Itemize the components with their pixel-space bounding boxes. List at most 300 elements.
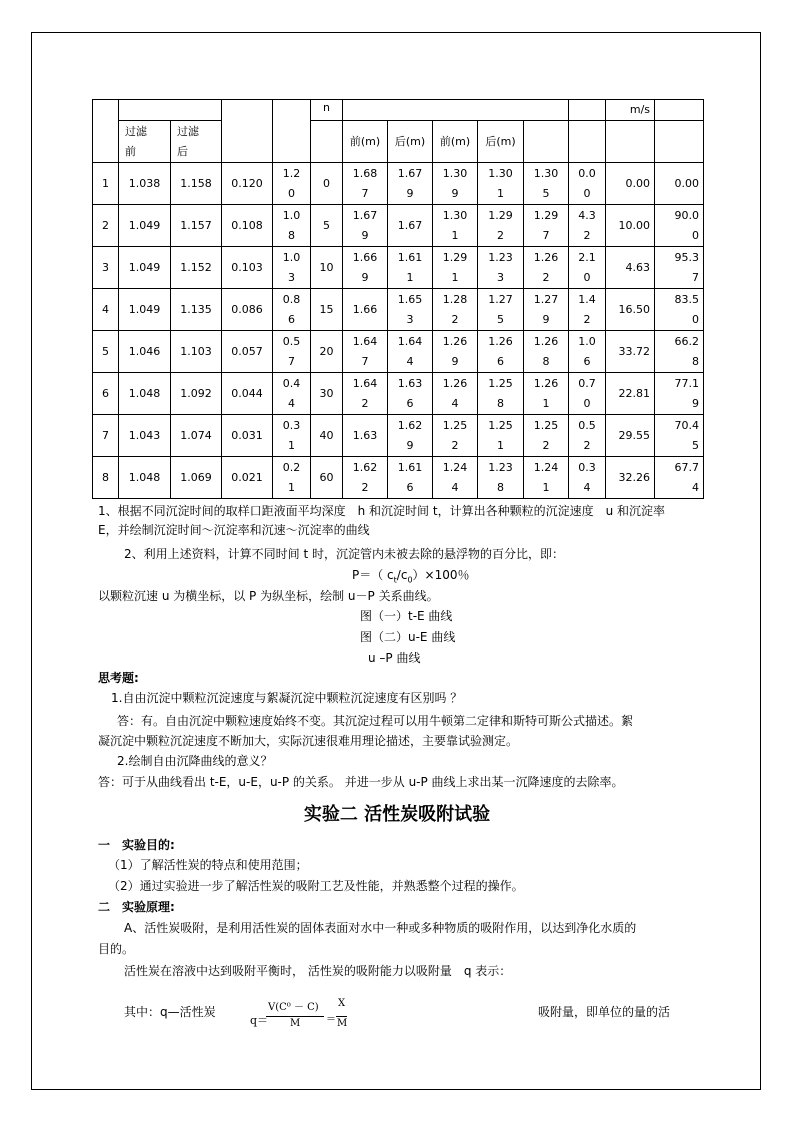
- avg-depth-line-2: 7: [542, 228, 550, 242]
- conc-before: 1.046: [119, 331, 171, 373]
- conc-diff: 0.120: [222, 163, 273, 205]
- think-title: 思考题:: [98, 671, 139, 685]
- question-1: 1.自由沉淀中颗粒沉淀速度与絮凝沉淀中颗粒沉淀速度有区别吗 ？: [111, 691, 463, 705]
- header-cell: [273, 100, 311, 163]
- depth-after-1: [388, 247, 433, 289]
- removal-cell: [655, 205, 704, 247]
- header-after-filter: [171, 121, 222, 163]
- conc-after: 1.069: [171, 457, 222, 499]
- depth-before-1-line-2: 2: [361, 480, 369, 494]
- depth-before-2: [433, 289, 478, 331]
- velocity-cell-line-1: 2.1: [578, 250, 596, 264]
- depth-after-2-line-2: 2: [497, 228, 504, 242]
- depth-before-1: [343, 373, 388, 415]
- time-cell: 30: [311, 373, 343, 415]
- depth-after-2-line-1: 1.23: [488, 460, 513, 474]
- question-2: 2.绘制自由沉降曲线的意义？: [117, 754, 273, 768]
- table-row: [93, 163, 704, 205]
- header-cell: [655, 100, 704, 121]
- section-1-item-2: （2）通过实验进一步了解活性炭的吸附工艺及性能，并熟悉整个过程的操作。: [108, 879, 524, 893]
- depth-before-1-line-1: 1.62: [352, 460, 378, 474]
- removal-line-1: 83.5: [674, 292, 700, 306]
- depth-after-1: [388, 373, 433, 415]
- section-2-para-3: 其中：q—活性炭: [124, 1005, 216, 1019]
- depth-before-1-line-2: 9: [361, 270, 369, 284]
- header-cell: [119, 100, 222, 121]
- ratio-cell: [273, 289, 311, 331]
- depth-before-2-line-1: 1.26: [442, 376, 468, 390]
- avg-depth-line-1: 1.25: [533, 418, 559, 432]
- removal-line-1: 90.0: [674, 208, 700, 222]
- table-row: [93, 247, 704, 289]
- removal-cell: [655, 373, 704, 415]
- rate-cell: 32.26: [606, 457, 655, 499]
- depth-after-1-line-2: 6: [406, 396, 414, 410]
- depth-before-2-line-2: 4: [451, 480, 459, 494]
- removal-cell: [655, 457, 704, 499]
- depth-after-1-line-2: 6: [406, 480, 414, 494]
- conc-after: 1.092: [171, 373, 222, 415]
- sedimentation-data-table: [92, 99, 704, 499]
- ratio-cell-line-1: 0.3: [282, 418, 301, 432]
- ratio-cell-line-2: 8: [288, 228, 295, 242]
- depth-after-1-line-2: 4: [406, 354, 414, 368]
- ratio-cell-line-2: 7: [288, 354, 295, 368]
- removal-line-2: 7: [692, 270, 700, 284]
- depth-after-2-line-2: 8: [497, 480, 504, 494]
- header-b1: 前(m): [343, 121, 388, 163]
- ratio-cell: [273, 457, 311, 499]
- depth-after-2-line-1: 1.23: [488, 250, 513, 264]
- eq-q: q＝: [250, 1014, 269, 1027]
- answer-2: 答：可于从曲线看出 t-E，u-E，u-P 的关系。 并进一步从 u-P 曲线上求出某一沉降速度的去除率。: [98, 775, 624, 789]
- ratio-cell: [273, 205, 311, 247]
- header-cell: [524, 121, 569, 163]
- depth-after-2: [478, 205, 524, 247]
- depth-before-1: [343, 457, 388, 499]
- depth-before-1: [343, 163, 388, 205]
- depth-before-2-line-2: 4: [451, 396, 459, 410]
- velocity-cell-line-1: 0.7: [578, 376, 596, 390]
- conc-after: 1.158: [171, 163, 222, 205]
- avg-depth-line-2: 2: [542, 270, 550, 284]
- velocity-cell-line-2: 4: [583, 480, 591, 494]
- time-cell: 0: [311, 163, 343, 205]
- removal-cell: [655, 289, 704, 331]
- avg-depth-line-1: 1.26: [533, 250, 559, 264]
- velocity-cell-line-2: 0: [583, 396, 591, 410]
- time-cell: 10: [311, 247, 343, 289]
- ratio-cell: [273, 247, 311, 289]
- time-cell: 5: [311, 205, 343, 247]
- ratio-cell: [273, 373, 311, 415]
- table-row: [93, 457, 704, 499]
- time-cell: 20: [311, 331, 343, 373]
- header-b2: 前(m): [433, 121, 478, 163]
- rate-cell: 29.55: [606, 415, 655, 457]
- depth-after-2-line-2: 5: [497, 312, 504, 326]
- conc-diff: 0.057: [222, 331, 273, 373]
- ratio-cell-line-1: 0.8: [282, 292, 301, 306]
- avg-depth-line-1: 1.30: [533, 166, 559, 180]
- conc-before: 1.049: [119, 289, 171, 331]
- ratio-cell-line-2: 3: [288, 270, 295, 284]
- velocity-cell-line-1: 1.4: [578, 292, 596, 306]
- depth-after-1-line-2: 3: [406, 312, 414, 326]
- figure-2-caption: 图（二）u-E 曲线: [360, 630, 456, 644]
- table-header-row-1: [93, 100, 704, 121]
- row-number: 4: [93, 289, 119, 331]
- depth-before-2-line-2: 1: [451, 270, 459, 284]
- eq-denominator-2: M: [337, 1018, 348, 1029]
- row-number: 5: [93, 331, 119, 373]
- table-body: [93, 163, 704, 499]
- depth-after-2: [478, 247, 524, 289]
- conc-after: 1.103: [171, 331, 222, 373]
- removal-line-1: 70.4: [674, 418, 700, 432]
- conc-before: 1.048: [119, 457, 171, 499]
- avg-depth-line-2: 9: [542, 312, 550, 326]
- rate-cell: 0.00: [606, 163, 655, 205]
- depth-after-2-line-1: 1.29: [488, 208, 513, 222]
- avg-depth: [524, 373, 569, 415]
- depth-before-1-line-2: 9: [361, 228, 369, 242]
- depth-after-2: [478, 457, 524, 499]
- ratio-cell-line-1: 1.2: [282, 166, 301, 180]
- eq-fraction-bar-2: [336, 1016, 347, 1017]
- header-cell: [606, 121, 655, 163]
- removal-line-2: 9: [692, 396, 700, 410]
- figure-3-caption: u –P 曲线: [368, 651, 421, 665]
- velocity-cell: [569, 457, 606, 499]
- avg-depth: [524, 289, 569, 331]
- header-a1: 后(m): [388, 121, 433, 163]
- depth-before-1-line-1: 1.64: [352, 376, 378, 390]
- velocity-cell: [569, 415, 606, 457]
- section-2-para-2: 活性炭在溶液中达到吸附平衡时， 活性炭的吸附能力以吸附量 q 表示：: [124, 964, 512, 978]
- depth-before-1-line-1: 1.68: [352, 166, 378, 180]
- ratio-cell-line-2: 4: [288, 396, 295, 410]
- depth-after-1-line-1: 1.65: [397, 292, 423, 306]
- removal-line-2: 8: [692, 354, 700, 368]
- rate-cell: 33.72: [606, 331, 655, 373]
- depth-before-1-line-1: 1.67: [352, 208, 378, 222]
- depth-after-2-line-1: 1.25: [488, 418, 513, 432]
- figure-1-caption: 图（一）t-E 曲线: [360, 609, 453, 623]
- row-number: 1: [93, 163, 119, 205]
- depth-after-1: [388, 163, 433, 205]
- depth-before-1: [343, 247, 388, 289]
- ratio-cell: [273, 163, 311, 205]
- rate-cell: 16.50: [606, 289, 655, 331]
- depth-before-1: [343, 415, 388, 457]
- conc-diff: 0.103: [222, 247, 273, 289]
- depth-after-1: [388, 457, 433, 499]
- ratio-cell: [273, 331, 311, 373]
- depth-before-2-line-1: 1.28: [442, 292, 468, 306]
- removal-line-1: 66.2: [674, 334, 700, 348]
- avg-depth: [524, 415, 569, 457]
- avg-depth-line-1: 1.26: [533, 376, 559, 390]
- avg-depth: [524, 331, 569, 373]
- instruction-1-line-1: 1、根据不同沉淀时间的取样口距液面平均深度 h 和沉淀时间 t，计算出各种颗粒的沉淀速度 u 和沉淀率: [98, 504, 665, 518]
- velocity-cell: [569, 331, 606, 373]
- conc-after: 1.074: [171, 415, 222, 457]
- depth-after-1-line-1: 1.67: [397, 166, 423, 180]
- depth-after-1-line-1: 1.64: [397, 334, 423, 348]
- depth-after-2-line-1: 1.26: [488, 334, 513, 348]
- velocity-cell-line-1: 0.0: [578, 166, 596, 180]
- avg-depth: [524, 163, 569, 205]
- header-after-text: 过滤后: [177, 124, 199, 158]
- depth-before-1-line-1: 1.63: [352, 428, 378, 442]
- header-cell: [311, 121, 343, 163]
- ratio-cell-line-2: 6: [288, 312, 295, 326]
- answer-1-line-2: 凝沉淀中颗粒沉淀速度不断加大，实际沉速很难用理论描述，主要靠试验测定。: [98, 734, 519, 748]
- depth-after-2: [478, 163, 524, 205]
- depth-after-2: [478, 331, 524, 373]
- depth-before-2-line-1: 1.29: [442, 250, 468, 264]
- velocity-cell-line-2: 2: [583, 228, 591, 242]
- depth-after-2-line-1: 1.25: [488, 376, 513, 390]
- velocity-cell-line-1: 0.3: [578, 460, 596, 474]
- conc-before: 1.049: [119, 247, 171, 289]
- header-a2: 后(m): [478, 121, 524, 163]
- header-before-filter: [119, 121, 171, 163]
- depth-before-2-line-1: 1.26: [442, 334, 468, 348]
- depth-after-1: [388, 289, 433, 331]
- conc-before: 1.049: [119, 205, 171, 247]
- conc-after: 1.152: [171, 247, 222, 289]
- table-row: [93, 205, 704, 247]
- header-cell: [569, 100, 606, 121]
- depth-after-1-line-2: 9: [406, 438, 414, 452]
- conc-diff: 0.108: [222, 205, 273, 247]
- depth-after-2-line-2: 1: [497, 438, 504, 452]
- formula-p-mid: /c: [396, 568, 408, 582]
- velocity-cell-line-1: 1.0: [578, 334, 596, 348]
- avg-depth-line-1: 1.24: [533, 460, 559, 474]
- section-2-para-1-line-1: A、活性炭吸附，是利用活性炭的固体表面对水中一种或多种物质的吸附作用，以达到净化水质的: [124, 921, 637, 935]
- depth-before-2: [433, 247, 478, 289]
- experiment-2-title: 实验二 活性炭吸附试验: [303, 804, 491, 825]
- conc-diff: 0.031: [222, 415, 273, 457]
- row-number: 3: [93, 247, 119, 289]
- depth-before-2: [433, 205, 478, 247]
- ratio-cell-line-1: 0.2: [282, 460, 301, 474]
- velocity-cell: [569, 247, 606, 289]
- time-cell: 60: [311, 457, 343, 499]
- depth-before-1-line-1: 1.64: [352, 334, 378, 348]
- table-row: [93, 415, 704, 457]
- depth-before-1-line-2: 7: [361, 354, 369, 368]
- section-2-title: 二 实验原理:: [98, 900, 175, 914]
- removal-line-1: 95.3: [674, 250, 700, 264]
- velocity-cell-line-2: 0: [583, 186, 591, 200]
- depth-before-1: [343, 289, 388, 331]
- conc-after: 1.135: [171, 289, 222, 331]
- header-n: n: [311, 100, 343, 121]
- eq-denominator-1: M: [290, 1018, 301, 1029]
- avg-depth: [524, 457, 569, 499]
- ratio-cell-line-1: 0.4: [282, 376, 301, 390]
- depth-before-1-line-2: 7: [361, 186, 369, 200]
- header-cell: [655, 121, 704, 163]
- removal-cell: [655, 415, 704, 457]
- avg-depth-line-2: 1: [542, 480, 550, 494]
- velocity-cell-line-2: 2: [583, 438, 591, 452]
- depth-before-1: [343, 331, 388, 373]
- avg-depth-line-2: 5: [542, 186, 550, 200]
- conc-diff: 0.044: [222, 373, 273, 415]
- conc-after: 1.157: [171, 205, 222, 247]
- ratio-cell-line-2: 0: [288, 186, 295, 200]
- removal-line-1: 67.7: [674, 460, 700, 474]
- depth-before-2-line-1: 1.30: [442, 166, 468, 180]
- depth-after-2-line-2: 3: [497, 270, 504, 284]
- avg-depth-line-1: 1.29: [533, 208, 559, 222]
- section-1-title: 一 实验目的:: [98, 838, 175, 852]
- row-number: 6: [93, 373, 119, 415]
- table-row: [93, 373, 704, 415]
- conc-diff: 0.086: [222, 289, 273, 331]
- table-row: [93, 289, 704, 331]
- depth-after-2: [478, 289, 524, 331]
- depth-before-2: [433, 331, 478, 373]
- depth-after-1-line-1: 1.61: [397, 250, 423, 264]
- depth-before-2-line-1: 1.25: [442, 418, 468, 432]
- answer-1-line-1: 答：有。自由沉淀中颗粒速度始终不变。其沉淀过程可以用牛顿第二定律和斯特可斯公式描述。絮: [117, 714, 634, 728]
- avg-depth-line-2: 1: [542, 396, 550, 410]
- instruction-1-line-2: E，并绘制沉淀时间～沉淀率和沉速～沉淀率的曲线: [98, 523, 370, 537]
- depth-before-2-line-1: 1.30: [442, 208, 468, 222]
- removal-cell: [655, 247, 704, 289]
- removal-line-1: 77.1: [674, 376, 700, 390]
- conc-before: 1.043: [119, 415, 171, 457]
- depth-before-2: [433, 415, 478, 457]
- depth-after-2-line-1: 1.30: [488, 166, 513, 180]
- header-cell: [569, 121, 606, 163]
- depth-after-1: [388, 415, 433, 457]
- header-unit: m/s: [606, 100, 655, 121]
- depth-before-2-line-2: 9: [451, 186, 459, 200]
- depth-after-1: [388, 331, 433, 373]
- formula-p-end: ）×100％: [412, 568, 470, 582]
- header-cell: [222, 100, 273, 163]
- eq-equals: ＝: [326, 1014, 336, 1025]
- depth-after-2-line-2: 8: [497, 396, 504, 410]
- formula-p: [352, 566, 470, 589]
- avg-depth-line-1: 1.27: [533, 292, 559, 306]
- formula-sub-t: t: [393, 575, 397, 585]
- avg-depth-line-2: 2: [542, 438, 550, 452]
- velocity-cell: [569, 163, 606, 205]
- rate-cell: 22.81: [606, 373, 655, 415]
- header-before-text: 过滤前: [125, 124, 147, 158]
- removal-line-2: 4: [692, 480, 700, 494]
- depth-after-1-line-2: 1: [406, 270, 414, 284]
- ratio-cell-line-1: 1.0: [282, 250, 301, 264]
- removal-line-2: 0: [692, 312, 700, 326]
- velocity-cell-line-1: 0.5: [578, 418, 596, 432]
- depth-before-2-line-2: 2: [451, 312, 459, 326]
- avg-depth: [524, 247, 569, 289]
- ratio-cell-line-2: 1: [288, 438, 295, 452]
- depth-after-2: [478, 373, 524, 415]
- section-1-item-1: （1）了解活性炭的特点和使用范围；: [108, 858, 308, 872]
- depth-after-1: [388, 205, 433, 247]
- conc-before: 1.048: [119, 373, 171, 415]
- depth-before-1-line-1: 1.66: [352, 250, 378, 264]
- instruction-2: 2、利用上述资料，计算不同时间 t 时，沉淀管内未被去除的悬浮物的百分比，即：: [124, 547, 564, 561]
- eq-x: X: [338, 998, 346, 1009]
- ratio-cell-line-1: 0.5: [282, 334, 301, 348]
- header-cell: [343, 100, 569, 121]
- depth-after-2: [478, 415, 524, 457]
- depth-before-1-line-2: 2: [361, 396, 369, 410]
- depth-after-1-line-1: 1.63: [397, 376, 423, 390]
- depth-before-2: [433, 373, 478, 415]
- depth-before-2: [433, 163, 478, 205]
- table-header-row-2: [93, 121, 704, 163]
- formula-sub-0: 0: [407, 575, 413, 585]
- row-number: 7: [93, 415, 119, 457]
- depth-after-2-line-2: 6: [497, 354, 504, 368]
- velocity-cell: [569, 373, 606, 415]
- rate-cell: 4.63: [606, 247, 655, 289]
- eq-numerator: V(C⁰ － C): [268, 1002, 319, 1013]
- removal-line-1: 0.00: [674, 176, 700, 190]
- depth-before-2: [433, 457, 478, 499]
- removal-line-2: 5: [692, 438, 700, 452]
- ratio-cell-line-1: 1.0: [282, 208, 301, 222]
- time-cell: 15: [311, 289, 343, 331]
- velocity-cell: [569, 205, 606, 247]
- velocity-cell-line-2: 2: [583, 312, 591, 326]
- conc-diff: 0.021: [222, 457, 273, 499]
- section-2-para-1-line-2: 目的。: [98, 942, 135, 956]
- rate-cell: 10.00: [606, 205, 655, 247]
- depth-after-2-line-2: 1: [497, 186, 504, 200]
- conc-before: 1.038: [119, 163, 171, 205]
- velocity-cell-line-2: 6: [583, 354, 591, 368]
- removal-cell: [655, 331, 704, 373]
- depth-after-1-line-2: 9: [406, 186, 414, 200]
- removal-cell: [655, 163, 704, 205]
- row-number: 2: [93, 205, 119, 247]
- eq-fraction-bar-1: [266, 1016, 324, 1017]
- depth-after-1-line-1: 1.61: [397, 460, 423, 474]
- depth-before-2-line-2: 2: [451, 438, 459, 452]
- velocity-cell: [569, 289, 606, 331]
- depth-before-2-line-2: 1: [451, 228, 459, 242]
- depth-before-2-line-1: 1.24: [442, 460, 468, 474]
- depth-after-1-line-1: 1.62: [397, 418, 423, 432]
- formula-p-start: P＝（ c: [352, 568, 394, 582]
- velocity-cell-line-2: 0: [583, 270, 591, 284]
- row-number: 8: [93, 457, 119, 499]
- avg-depth-line-1: 1.26: [533, 334, 559, 348]
- avg-depth: [524, 205, 569, 247]
- avg-depth-line-2: 8: [542, 354, 550, 368]
- ratio-cell: [273, 415, 311, 457]
- velocity-cell-line-1: 4.3: [578, 208, 596, 222]
- header-cell: [93, 100, 119, 163]
- depth-before-2-line-2: 9: [451, 354, 459, 368]
- removal-line-2: 0: [692, 228, 700, 242]
- instruction-3: 以颗粒沉速 u 为横坐标，以 P 为纵坐标，绘制 u－P 关系曲线。: [98, 589, 439, 603]
- time-cell: 40: [311, 415, 343, 457]
